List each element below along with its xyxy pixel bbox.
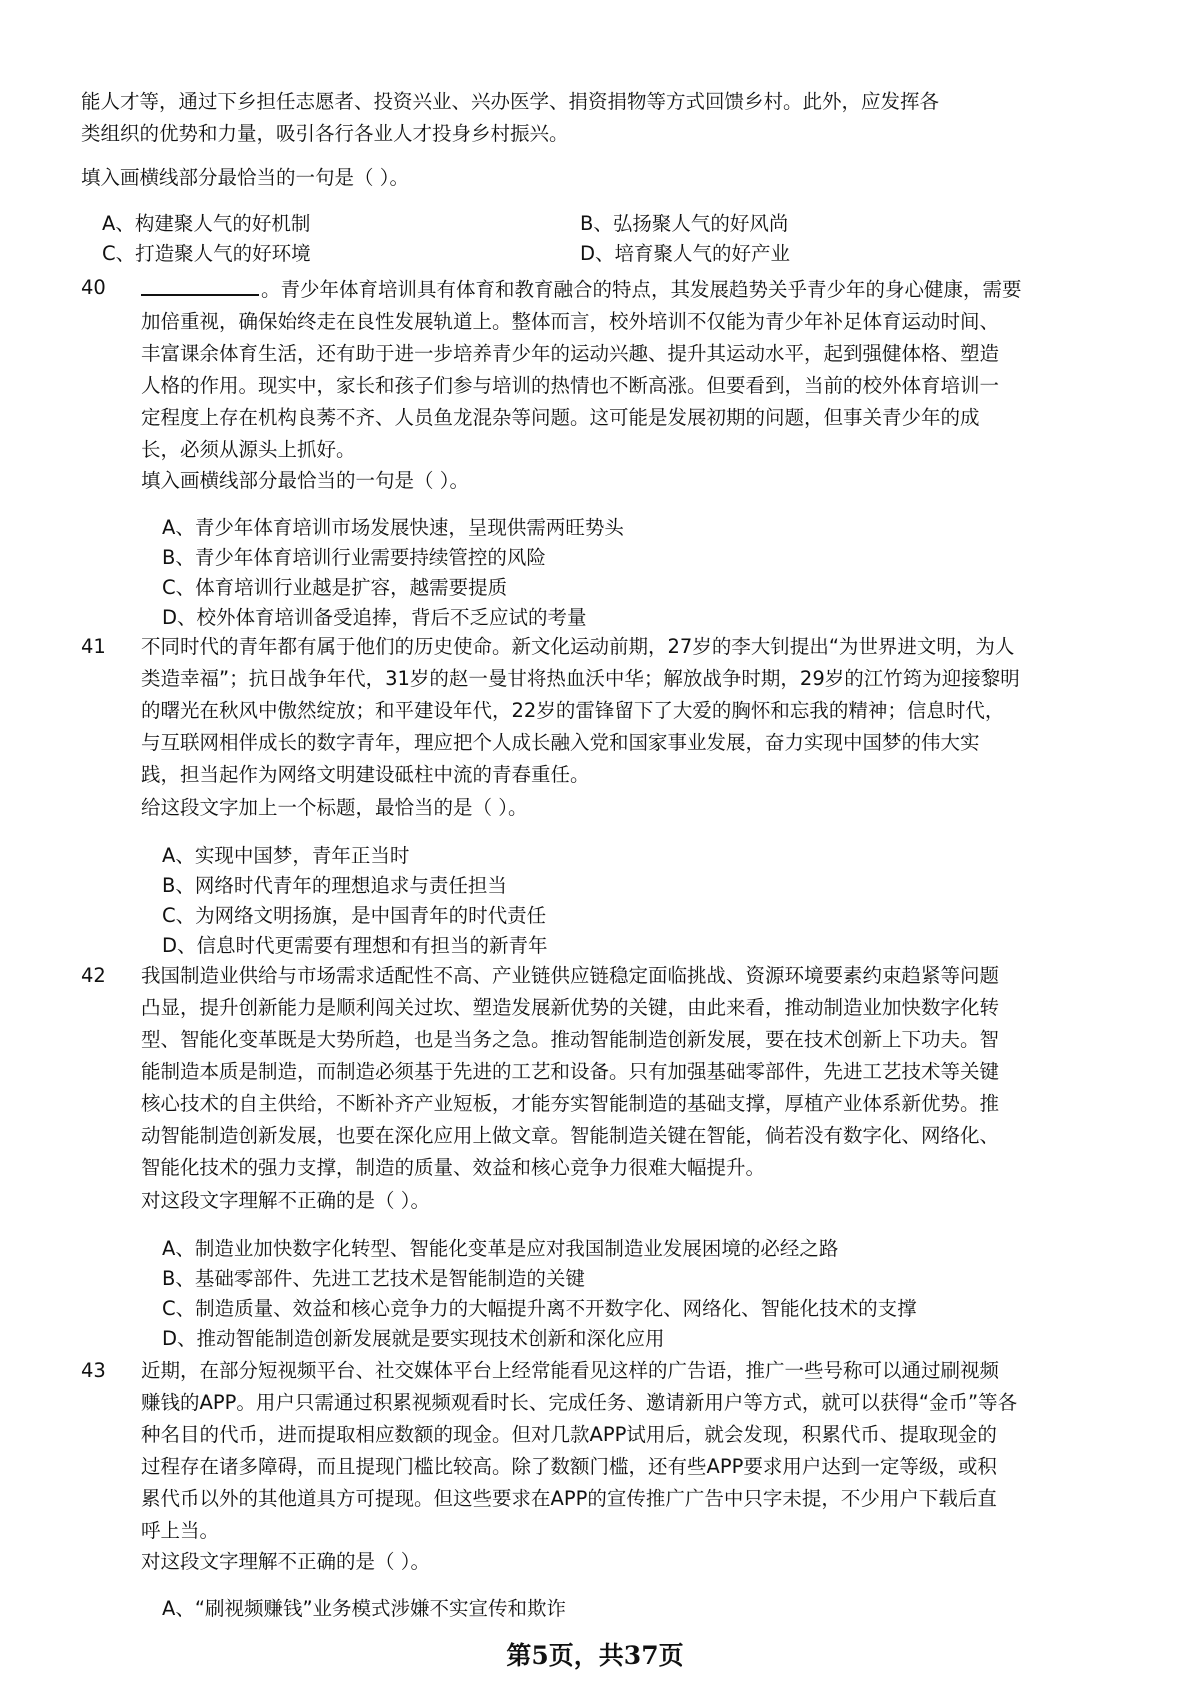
- question-number: 41: [81, 635, 106, 658]
- passage-line: 与互联网相伴成长的数字青年，理应把个人成长融入党和国家事业发展，奋力实现中国梦的伟大实: [141, 731, 980, 754]
- passage-line: 能人才等，通过下乡担任志愿者、投资兴业、兴办医学、捐资捐物等方式回馈乡村。此外，应发挥各: [81, 90, 940, 113]
- answer-blank: [141, 272, 259, 296]
- question-number: 40: [81, 276, 106, 299]
- continuation-passage: [81, 86, 939, 150]
- passage-line: 累代币以外的其他道具方可提现。但这些要求在APP的宣传推广广告中只字未提，不少用户下载后直: [141, 1487, 997, 1510]
- question-stem: 填入画横线部分最恰当的一句是（ ）。: [81, 166, 409, 189]
- question-stem: 对这段文字理解不正确的是（ ）。: [141, 1550, 430, 1573]
- passage-line: 。青少年体育培训具有体育和教育融合的特点，其发展趋势关乎青少年的身心健康，需要: [261, 278, 1022, 301]
- passage-line: 过程存在诸多障碍，而且提现门槛比较高。除了数额门槛，还有些APP要求用户达到一定等级，或积: [141, 1455, 997, 1478]
- passage-line: 的曙光在秋风中傲然绽放；和平建设年代，22岁的雷锋留下了大爱的胸怀和忘我的精神；信息时代，: [141, 699, 1005, 722]
- question-passage: [141, 631, 1020, 791]
- passage-line: 动智能制造创新发展，也要在深化应用上做文章。智能制造关键在智能，倘若没有数字化、网络化、: [141, 1124, 1000, 1147]
- question-stem: 填入画横线部分最恰当的一句是（ ）。: [141, 469, 469, 492]
- option-c[interactable]: C、制造质量、效益和核心竞争力的大幅提升离不开数字化、网络化、智能化技术的支撑: [162, 1297, 917, 1320]
- option-d[interactable]: D、推动智能制造创新发展就是要实现技术创新和深化应用: [162, 1327, 665, 1350]
- option-d[interactable]: D、培育聚人气的好产业: [580, 242, 791, 265]
- passage-line: 不同时代的青年都有属于他们的历史使命。新文化运动前期，27岁的李大钊提出“为世界进文明，为人: [141, 635, 1015, 658]
- question-stem: 对这段文字理解不正确的是（ ）。: [141, 1189, 430, 1212]
- option-b[interactable]: B、基础零部件、先进工艺技术是智能制造的关键: [162, 1267, 585, 1290]
- passage-line: 智能化技术的强力支撑，制造的质量、效益和核心竞争力很难大幅提升。: [141, 1156, 766, 1179]
- option-list: [162, 1234, 917, 1354]
- passage-line: 丰富课余体育生活，还有助于进一步培养青少年的运动兴趣、提升其运动水平，起到强健体格、塑造: [141, 342, 1000, 365]
- question-passage: [141, 272, 1022, 466]
- passage-line: 赚钱的APP。用户只需通过积累视频观看时长、完成任务、邀请新用户等方式，就可以获得“金币”等各: [141, 1391, 1018, 1414]
- passage-line: 长，必须从源头上抓好。: [141, 438, 356, 461]
- option-c[interactable]: C、打造聚人气的好环境: [102, 242, 311, 265]
- passage-line: 践，担当起作为网络文明建设砥柱中流的青春重任。: [141, 763, 590, 786]
- passage-line: 凸显，提升创新能力是顺利闯关过坎、塑造发展新优势的关键，由此来看，推动制造业加快数字化转: [141, 996, 1000, 1019]
- passage-line: 类造幸福”；抗日战争年代，31岁的赵一曼甘将热血沃中华；解放战争时期，29岁的江竹筠为迎接黎明: [141, 667, 1020, 690]
- option-a[interactable]: A、青少年体育培训市场发展快速，呈现供需两旺势头: [162, 516, 624, 539]
- passage-line: 核心技术的自主供给，不断补齐产业短板，才能夯实智能制造的基础支撑，厚植产业体系新优势。推: [141, 1092, 1000, 1115]
- passage-line: 加倍重视，确保始终走在良性发展轨道上。整体而言，校外培训不仅能为青少年补足体育运动时间、: [141, 310, 1000, 333]
- option-b[interactable]: B、青少年体育培训行业需要持续管控的风险: [162, 546, 546, 569]
- option-a[interactable]: A、实现中国梦，青年正当时: [162, 844, 410, 867]
- option-c[interactable]: C、为网络文明扬旗，是中国青年的时代责任: [162, 904, 547, 927]
- option-list: [102, 209, 902, 269]
- passage-line: 我国制造业供给与市场需求适配性不高、产业链供应链稳定面临挑战、资源环境要素约束趋紧等问题: [141, 964, 1000, 987]
- option-b[interactable]: B、弘扬聚人气的好风尚: [580, 212, 789, 235]
- option-d[interactable]: D、校外体育培训备受追捧，背后不乏应试的考量: [162, 606, 587, 629]
- passage-line: 定程度上存在机构良莠不齐、人员鱼龙混杂等问题。这可能是发展初期的问题，但事关青少年的成: [141, 406, 980, 429]
- question-number: 43: [81, 1359, 106, 1382]
- option-d[interactable]: D、信息时代更需要有理想和有担当的新青年: [162, 934, 548, 957]
- option-b[interactable]: B、网络时代青年的理想追求与责任担当: [162, 874, 507, 897]
- question-number: 42: [81, 964, 106, 987]
- passage-line: 人格的作用。现实中，家长和孩子们参与培训的热情也不断高涨。但要看到，当前的校外体育培训一: [141, 374, 1000, 397]
- option-list: [162, 841, 548, 961]
- question-passage: [141, 1355, 1017, 1547]
- passage-line: 型、智能化变革既是大势所趋，也是当务之急。推动智能制造创新发展，要在技术创新上下功夫。智: [141, 1028, 1000, 1051]
- page-number: 第5页，共37页: [506, 1641, 684, 1670]
- question-passage: [141, 960, 999, 1184]
- option-list: [162, 513, 624, 633]
- passage-line: 能制造本质是制造，而制造必须基于先进的工艺和设备。只有加强基础零部件，先进工艺技术等关键: [141, 1060, 1000, 1083]
- option-a[interactable]: A、构建聚人气的好机制: [102, 212, 311, 235]
- passage-line: 近期，在部分短视频平台、社交媒体平台上经常能看见这样的广告语，推广一些号称可以通过刷视频: [141, 1359, 1000, 1382]
- option-c[interactable]: C、体育培训行业越是扩容，越需要提质: [162, 576, 508, 599]
- passage-line: 呼上当。: [141, 1519, 220, 1542]
- passage-line: 种名目的代币，进而提取相应数额的现金。但对几款APP试用后，就会发现，积累代币、提取现金的: [141, 1423, 997, 1446]
- option-list: [162, 1594, 566, 1624]
- question-stem: 给这段文字加上一个标题，最恰当的是（ ）。: [141, 796, 528, 819]
- option-a[interactable]: A、制造业加快数字化转型、智能化变革是应对我国制造业发展困境的必经之路: [162, 1237, 839, 1260]
- passage-line: 类组织的优势和力量，吸引各行各业人才投身乡村振兴。: [81, 122, 569, 145]
- option-a[interactable]: A、“刷视频赚钱”业务模式涉嫌不实宣传和欺诈: [162, 1597, 567, 1620]
